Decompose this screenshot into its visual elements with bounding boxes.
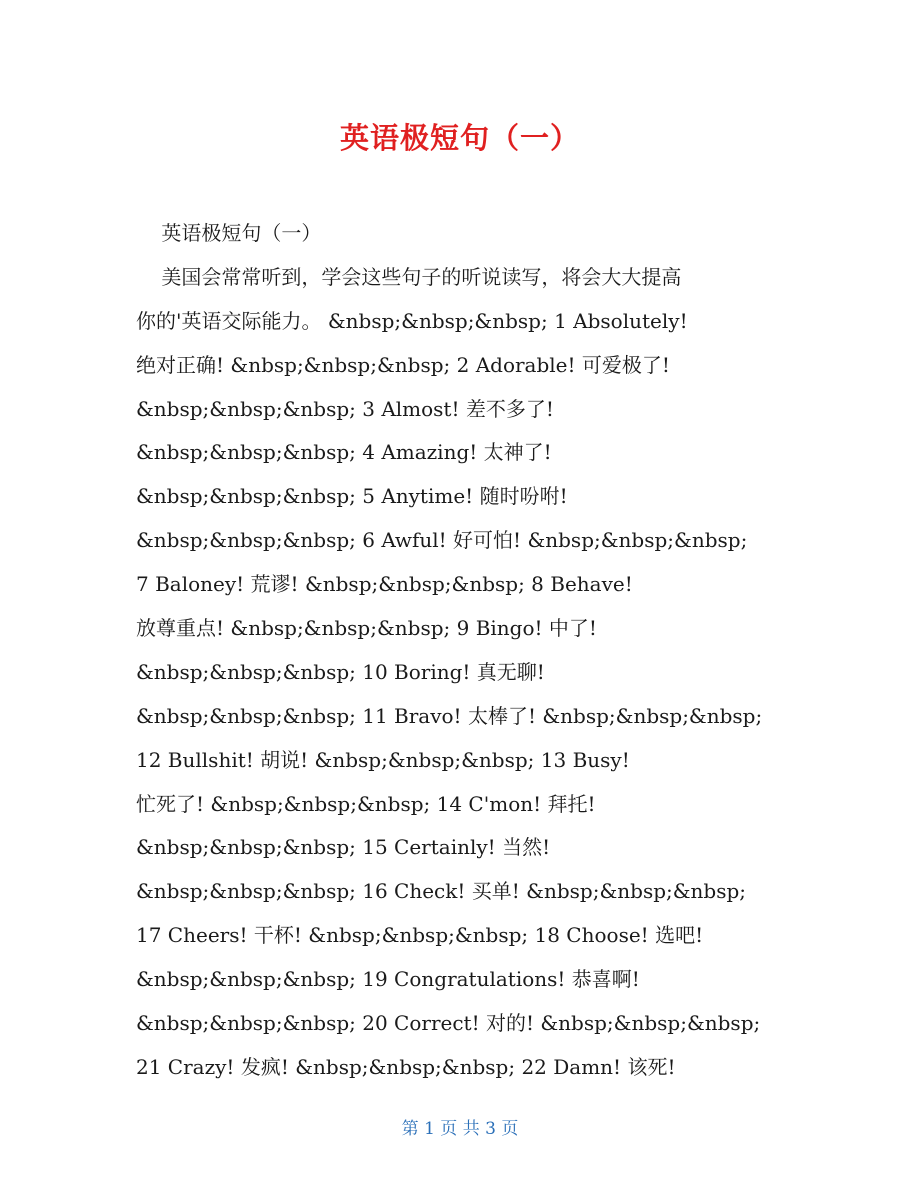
page-number-footer: 第 1 页 共 3 页 [401, 1119, 519, 1139]
text-line: 放尊重点! &nbsp;&nbsp;&nbsp; 9 Bingo! 中了! [136, 616, 597, 641]
text-line: 忙死了! &nbsp;&nbsp;&nbsp; 14 C'mon! 拜托! [136, 791, 596, 816]
text-line: 美国会常常听到，学会这些句子的听说读写，将会大大提高 [136, 264, 682, 289]
text-line: 21 Crazy! 发疯! &nbsp;&nbsp;&nbsp; 22 Damn! 该死! [136, 1054, 676, 1079]
text-line: 7 Baloney! 荒谬! &nbsp;&nbsp;&nbsp; 8 Behave! [136, 572, 633, 597]
text-line: &nbsp;&nbsp;&nbsp; 20 Correct! 对的! &nbsp;&nbsp;&nbsp; [136, 1011, 761, 1036]
text-line: &nbsp;&nbsp;&nbsp; 6 Awful! 好可怕! &nbsp;&nbsp;&nbsp; [136, 528, 748, 553]
document-body [136, 212, 796, 1090]
text-line: 你的'英语交际能力。 &nbsp;&nbsp;&nbsp; 1 Absolutely! [136, 308, 688, 333]
text-line: &nbsp;&nbsp;&nbsp; 5 Anytime! 随时吩咐! [136, 484, 568, 509]
text-line: &nbsp;&nbsp;&nbsp; 16 Check! 买单! &nbsp;&nbsp;&nbsp; [136, 879, 747, 904]
text-line: 绝对正确! &nbsp;&nbsp;&nbsp; 2 Adorable! 可爱极了! [136, 352, 670, 377]
text-line: &nbsp;&nbsp;&nbsp; 3 Almost! 差不多了! [136, 396, 554, 421]
text-line: &nbsp;&nbsp;&nbsp; 19 Congratulations! 恭喜啊! [136, 967, 640, 992]
page-title: 英语极短句（一） [339, 121, 580, 155]
text-line: &nbsp;&nbsp;&nbsp; 4 Amazing! 太神了! [136, 440, 552, 465]
text-line: 英语极短句（一） [136, 221, 322, 245]
text-line: 17 Cheers! 干杯! &nbsp;&nbsp;&nbsp; 18 Choose! 选吧! [136, 923, 704, 948]
text-line: &nbsp;&nbsp;&nbsp; 15 Certainly! 当然! [136, 835, 551, 860]
text-line: &nbsp;&nbsp;&nbsp; 11 Bravo! 太棒了! &nbsp;&nbsp;&nbsp; [136, 703, 763, 728]
text-line: &nbsp;&nbsp;&nbsp; 10 Boring! 真无聊! [136, 659, 545, 684]
text-line: 12 Bullshit! 胡说! &nbsp;&nbsp;&nbsp; 13 Busy! [136, 747, 630, 772]
